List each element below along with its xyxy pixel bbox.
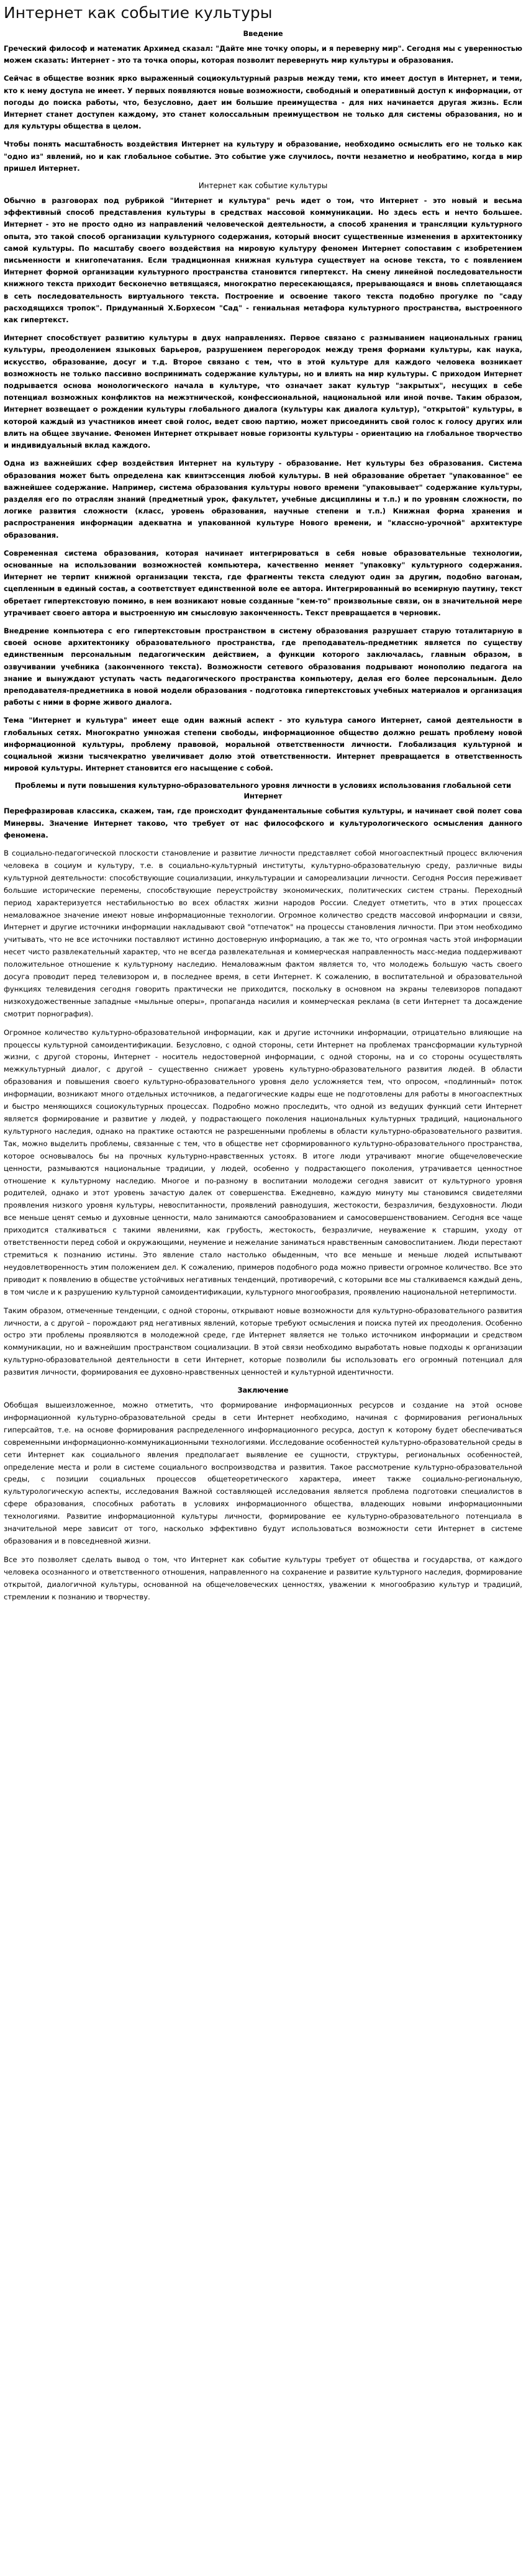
conclusion-paragraph: Обобщая вышеизложенное, можно отметить, что формирование информационных ресурсов и создание на этой основе информационной культурно-образовательной среды в сети Интернет необходимо, начиная с формирования региональных гиперсайтов, т.е. на основе формирования распределенного информационного ресурса, доступ к которому будет обеспечиваться современными информационно-коммуникационными технологиями. Исследование особенностей культурно-образовательной среды в сети Интернет как социального явления предполагает выявление ее сущности, структуры, региональных особенностей, определение места и роли в системе социального воспроизводства и развития. Такое рассмотрение культурно-образовательной среды, с позиции социальных процессов общетеоретического характера, имеет также социально-региональную, культурологическую аспекты, исследования Важной составляющей исследования является проблема подготовки специалистов в сфере образования, способных работать в условиях информационного общества, владеющих новыми информационными технологиями. Развитие информационной культуры личности, формирование ее культурно-образовательного потенциала в значительной мере зависит от того, насколько эффективно будут использоваться возможности сети Интернет в системе образования и в повседневной жизни. bbox=[4, 1401, 522, 1546]
page-title: Интернет как событие культуры bbox=[4, 4, 273, 22]
culture-paragraph: Внедрение компьютера с его гипертекстовым пространством в систему образования разрушает старую тоталитарную в своей основе архитектонику образовательного пространства, где преподаватель-предметник является по существу единственным персональным педагогическим действием, а функции которого заключалась, главным образом, в озвучивании учебника (законченного текста). Возможности сетевого образования подрывают монополию педагога на знание и вынуждают уступать часть педагогического пространства компьютеру, делая его более персональным. Дело преподавателя-предметника в новой модели образования - подготовка гипертекстовых учебных материалов и организация работы с ними в форме живого диалога. bbox=[4, 626, 522, 707]
culture-paragraph: Современная система образования, которая начинает интегрироваться в себя новые образовательные технологии, основанные на использовании возможностей компьютера, качественно меняет "упаковку" культурного содержания. Интернет не терпит книжной организации текста, где фрагменты текста следуют один за другим, подобно вагонам, сцепленным в единый состав, а соответствует единственной воле ее автора. Интегрированный во всемирную паутину, текст обретает гипертекстовую помимо, в нем возникают новые созданные "кем-то" произвольные связи, он в значительной мере утрачивает своего автора и выстроенную им смысловую законченность. Текст превращается в черновик. bbox=[4, 548, 522, 617]
section-heading-conclusion: Заключение bbox=[237, 1386, 289, 1395]
body-paragraph: Огромное количество культурно-образовательной информации, как и другие источники информации, отрицательно влияющие на процессы культурной самоидентификации. Безусловно, с одной стороны, сети Интернет на проблемах трансформации культурной жизни, с другой стороны, Интернет - носитель недостоверной информации, с одной стороны, на и со стороны осуществлять межкультурный диалог, с другой – существенно снижает уровень культурно-образовательного развития людей. В области образования и повышения своего культурно-образовательного уровня дело усложняется тем, что опросом, «подлинный» поток информации, возникают много отдельных источников, а педагогические кадры еще не подготовлены для работы в многоаспектных и быстро меняющихся социокультурных процессах. Подробно можно проследить, что одной из ведущих функций сети Интернет является формирование и развитие у людей, у подрастающего поколения национальных культурных традиций, национального культурного наследия, однако на практике остаются не разрешенными проблемы в области культурно-образовательного развития. Так, можно выделить проблемы, связанные с тем, что в обществе нет сформированного культурно-образовательного пространства, которое основывалось бы на прочных культурно-нравственных устоях. В итоге люди утрачивают многие общечеловеческие ценности, размываются национальные традиции, у людей, особенно у подрастающего поколения, утрачивается ценностное отношение к культурному наследию. Многое и по-разному в воспитании молодежи сегодня зависит от культурного уровня родителей, однако и этот уровень зачастую далек от совершенства. Ежедневно, каждую минуту мы становимся свидетелями проявления низкого уровня культуры, невоспитанности, проявлений равнодушия, жестокости, безразличия, бездуховности. Люди все меньше ценят семью и духовные ценности, мало занимаются самообразованием и самосовершенствованием. Сегодня все чаще приходится сталкиваться с такими явлениями, как грубость, жестокость, безразличие, неуважение к старшим, уходу от ответственности перед собой и окружающими, неумение и нежелание заниматься нравственным самовоспитанием. Люди перестают стремиться к познанию истины. Это явление стало настолько обыденным, что все меньше и меньше людей испытывают неудовлетворенность этим положением дел. К сожалению, примеров подобного рода можно привести огромное количество. Все это приводит к появлению в обществе устойчивых негативных тенденций, противоречий, с которыми все мы сталкиваемся каждый день, в том числе и к разрушению культурной самоидентификации, культурного многообразия, проявлению национальной нетерпимости. bbox=[4, 1028, 522, 1296]
body-paragraph: В социально-педагогической плоскости становление и развитие личности представляет собой многоаспектный процесс включения человека в социум и культуру, т.е. в социально-культурный институты, культурно-образовательную среду, различные виды культурной деятельности: способствующие социализации, инкультурации и самореализации личности. Сегодня Россия переживает большие исторические перемены, способствующие переустройству экономических, политических систем страны. Переходный период характеризуется нестабильностью во всех областях жизни народов России. Следует отметить, что в этих процессах немаловажное значение имеют новые информационные технологии. Огромное количество средств массовой информации и связи, Интернет и другие источники информации накладывают свой "отпечаток" на процессы становления личности. При этом необходимо учитывать, что не все источники поставляют истинно достоверную информацию, а так же то, что огромная часть этой информации несет чисто развлекательный характер, что не всегда развлекательная и коммерческая направленность масс-медиа поддерживают положительное отношение к культурному наследию. Немаловажным фактом является то, что молодежь большую часть своего досуга проводит перед телевизором и, в последнее время, в сети Интернет. К сожалению, в воспитательной и образовательной функциях телевидения сегодня говорить практически не приходится, поскольку в основном на экраны телевизоров попадают низкохудожественные западные «мыльные оперы», пропаганда насилия и коммерческая реклама (в сети Интернет та досаждение смотрит порнография). bbox=[4, 848, 522, 1018]
body-paragraph: Таким образом, отмеченные тенденции, с одной стороны, открывают новые возможности для культурно-образовательного развития личности, а с другой – порождают ряд негативных явлений, которые требуют осмысления и поиска путей их преодоления. Особенно остро эти проблемы проявляются в молодежной среде, где Интернет является не только источником информации и средством коммуникации, но и важнейшим пространством социализации. В этой связи необходимо выработать новые подходы к организации культурно-образовательной деятельности в сети Интернет, которые позволили бы использовать его огромный потенциал для развития личности, формирования ее духовно-нравственных ценностей и культурной идентичности. bbox=[4, 1306, 522, 1377]
section-heading-problems: Проблемы и пути повышения культурно-образовательного уровня личности в условиях использования глобальной сети Интернет bbox=[14, 781, 512, 801]
section-heading-intro: Введение bbox=[243, 29, 283, 38]
intro-paragraph: Чтобы понять масштабность воздействия Интернет на культуру и образование, необходимо осмыслить его не только как "одно из" явлений, но и как глобальное событие. Это событие уже случилось, почти незаметно и необратимо, когда в мир пришел Интернет. bbox=[4, 140, 522, 173]
culture-paragraph: Интернет способствует развитию культуры в двух направлениях. Первое связано с размыванием национальных границ культуры, преодолением языковых барьеров, разрушением перегородок между тремя формами культуры, как наука, искусство, образование, досуг и т.д. Второе связано с тем, что в этой культуре для каждого человека возникает возможность не только пассивно воспринимать содержание культуры, но и влиять на мир культуры. С приходом Интернет подрывается основа монологического начала в культуре, что означает закат культур "закрытых", несущих в себе потенциал возможных конфликтов на межэтнической, конфессиональной, национальной или иной почве. Таким образом, Интернет возвещает о рождении культуры глобального диалога (культуры как диалога культур), "открытой" культуры, в которой каждый из участников имеет свой голос, ведет свою партию, может присоединить свой голос к голосу других или влить на общее звучание. Феномен Интернет открывает новые горизонты культуры - ориентацию на глобальное творчество и индивидуальный вклад каждого. bbox=[4, 333, 522, 450]
document-page bbox=[0, 2, 526, 2576]
intro-paragraph: Греческий философ и математик Архимед сказал: "Дайте мне точку опоры, и я переверну мир". Сегодня мы с уверенностью можем сказать: Интернет - это та точка опоры, которая позволит перевернуть мир культуры и образования. bbox=[4, 44, 522, 65]
culture-paragraph: Тема "Интернет и культура" имеет еще один важный аспект - это культура самого Интернет, самой деятельности в глобальных сетях. Многократно умножая степени свободы, информационное общество должно решать проблему новой информационной культуры, проблему правовой, моральной ответственности личности. Глобализация культурной и социальной жизни тысячекратно увеличивает долю этой ответственности. Интернет превращается в ответственность мировой культуры. Интернет становится его насыщение с собой. bbox=[4, 716, 522, 773]
culture-paragraph: Одна из важнейших сфер воздействия Интернет на культуру - образование. Нет культуры без образования. Система образования может быть определена как квинтэссенция любой культуры. В ней образование обретает "упакованное" ее важнейшее содержание. Например, система образования культуры нового времени "упаковывает" содержание культуры, разделяя его по отраслям знаний (предметный урок, факультет, учебные дисциплины и т.п.) и по уровням сложности, по логике развития сложности (класс, уровень образования, научные степени и т.п.) Книжная форма хранения и распространения информации адекватна и упакованной культуре Нового времени, и "классно-урочной" архитектуре образования. bbox=[4, 459, 522, 540]
intro-paragraph: Сейчас в обществе возник ярко выраженный социокультурный разрыв между теми, кто имеет доступ в Интернет, и теми, кто к нему доступа не имеет. У первых появляются новые возможности, свободный и оперативный доступ к информации, от погоды до поиска работы, что, безусловно, дает им большие преимущества - для них начинается другая жизнь. Если Интернет станет доступен каждому, это станет колоссальным преимуществом не только для системы образования, но и для культуры общества в целом. bbox=[4, 74, 522, 131]
section-heading-culture: Интернет как событие культуры bbox=[198, 181, 328, 191]
conclusion-paragraph: Все это позволяет сделать вывод о том, что Интернет как событие культуры требует от общества и государства, от каждого человека осознанного и ответственного отношения, направленного на сохранение и развитие культурного наследия, формирование открытой, диалогичной культуры, основанной на общечеловеческих ценностях, уважении к многообразию культур и традиций, стремлении к познанию и творчеству. bbox=[4, 1555, 522, 1601]
problems-paragraph: Перефразировав классика, скажем, там, где происходит фундаментальные события культуры, и начинает свой полет сова Минервы. Значение Интернет таково, что требует от нас философского и культурологического осмысления данного феномена. bbox=[4, 807, 522, 839]
culture-paragraph: Обычно в разговорах под рубрикой "Интернет и культура" речь идет о том, что Интернет - это новый и весьма эффективный способ представления культуры в средствах массовой коммуникации. Но здесь есть и нечто большее. Интернет - это не просто одно из направлений человеческой деятельности, а способ хранения и трансляции культурного опыта, это такой способ организации культурного содержания, который вносит существенные изменения в архитектонику самой культуры. По масштабу своего воздействия на мировую культуру феномен Интернет сопоставим с изобретением письменности и книгопечатания. Если традиционная книжная культура существует на основе текста, то с появлением Интернет формой организации культурного пространства становится гипертекст. На смену линейной последовательности книжного текста приходит бесконечно ветвящаяся, многократно пересекающаяся, прерывающаяся и вновь сплетающаяся в сеть последовательность виртуального текста. Построение и освоение такого текста подобно прогулке по "саду расходящихся тропок". Придуманный Х.Борхесом "Сад" - гениальная метафора культурного пространства, выстроенного как гипертекст. bbox=[4, 196, 522, 325]
